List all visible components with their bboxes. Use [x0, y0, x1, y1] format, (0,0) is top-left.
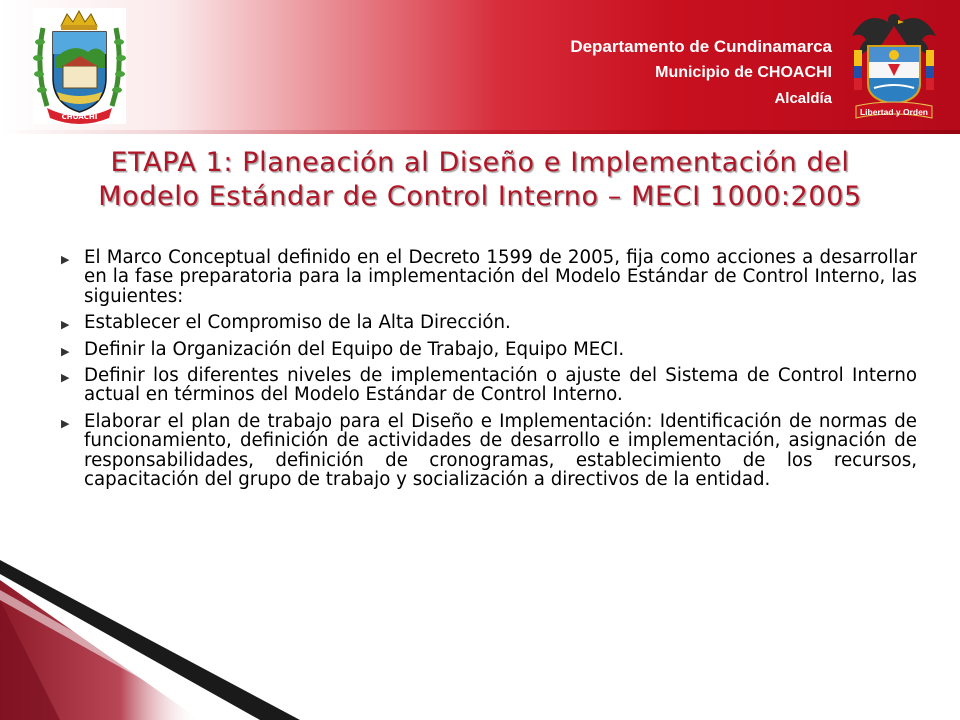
colombia-coat-of-arms-icon [848, 6, 940, 124]
department-label: Departamento de Cundinamarca [570, 37, 832, 56]
triangle-bullet-icon: ▶ [61, 416, 70, 430]
triangle-bullet-icon: ▶ [61, 253, 70, 266]
list-item-text: Elaborar el plan de trabajo para el Diseño e Implementación: Identificación de normas de funcionamiento, definición de actividades de desarrollo e implementación, asignación de responsabilidades, definición de cronogramas, establecimiento de los recursos, capacitación del grupo de trabajo y socialización a directivos de la entidad. [84, 410, 917, 491]
list-item [60, 313, 917, 332]
list-item [60, 366, 917, 405]
page-title [40, 146, 920, 214]
choachi-coat-of-arms-icon [33, 8, 126, 124]
header-banner [0, 0, 960, 134]
left-logo-label: CHOACHI [61, 113, 98, 121]
title-line-2: Modelo Estándar de Control Interno – MECI 1000:2005 [98, 181, 862, 212]
triangle-bullet-icon: ▶ [61, 344, 70, 358]
title-line-1: ETAPA 1: Planeación al Diseño e Implementación del [110, 147, 850, 178]
bullet-list [60, 248, 917, 489]
list-item-text: Definir la Organización del Equipo de Trabajo, Equipo MECI. [84, 338, 625, 360]
office-label: Alcaldía [774, 90, 832, 107]
header-text-block [570, 34, 832, 112]
bullet-content [60, 248, 917, 496]
decorative-wedges [0, 560, 300, 720]
list-item-text: Establecer el Compromiso de la Alta Dirección. [84, 312, 511, 334]
list-item-text: El Marco Conceptual definido en el Decreto 1599 de 2005, fija como acciones a desarrollar en la fase preparatoria para la implementación del Modelo Estándar de Control Interno, las siguientes: [84, 247, 917, 307]
list-item [60, 412, 917, 490]
list-item [60, 248, 917, 306]
municipality-label: Municipio de CHOACHI [655, 64, 832, 81]
triangle-bullet-icon: ▶ [61, 318, 70, 332]
right-logo-label: Libertad y Orden [859, 107, 929, 117]
list-item-text: Definir los diferentes niveles de implementación o ajuste del Sistema de Control Interno actual en términos del Modelo Estándar de Control Interno. [84, 365, 917, 406]
triangle-bullet-icon: ▶ [61, 371, 70, 385]
list-item [60, 340, 917, 359]
